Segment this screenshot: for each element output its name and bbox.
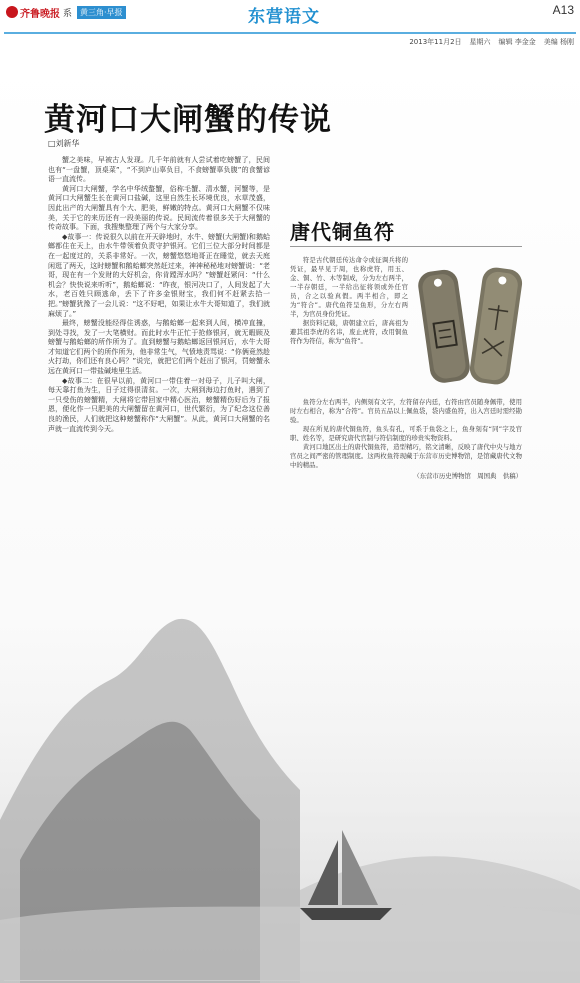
paper-name: 齐鲁晚报 xyxy=(20,8,60,20)
section-title: 东营语文 xyxy=(248,7,320,27)
paper-logo xyxy=(6,4,126,20)
article-paragraph: 黄河口大闸蟹，学名中华绒螯蟹，俗称毛蟹、清水蟹，河蟹等，是黄河口大闸蟹生长在黄河口盐碱，这里自然生长环境优良，水草茂盛，因此出产的大闸蟹具有个大、肥美，鲜嫩的特点。黄河口大闸蟹不仅味美，关于它的来历还有一段美丽的传说。民间流传着很多关于大闸蟹的传奇故事。下面，我搜集整理了两个与大家分享。 xyxy=(48,184,270,232)
author-name: □刘新华 xyxy=(48,139,80,148)
editor-credit: 编辑 李金金 xyxy=(498,38,536,46)
second-headline-rule xyxy=(290,246,522,247)
article-paragraph: ◆故事二：在很早以前，黄河口一带住着一对母子，儿子叫大闸，每天靠打鱼为生，日子过得很清贫。一次，大闸到海边打鱼时，遇到了一只受伤的螃蟹精，大闸将它带回家中精心医治，螃蟹精伤好后为了报恩，便化作一只肥美的大闸蟹留在黄河口，世代繁衍，为了纪念这位善良的渔民，人们就把这种螃蟹称作“大闸蟹”。从此，黄河口大闸蟹的名声就一直流传到今天。 xyxy=(48,376,270,433)
paper-series: 系 xyxy=(63,8,73,19)
second-article-body-bottom xyxy=(290,398,522,481)
masthead xyxy=(0,0,580,46)
article-paragraph: 黄河口地区出土的唐代铜鱼符，造型精巧，铭文清晰，反映了唐代中央与地方官员之间严密的管理制度。这两枚鱼符现藏于东营市历史博物馆，是馆藏唐代文物中的精品。 xyxy=(290,443,522,469)
masthead-rule xyxy=(4,32,576,34)
second-article-body-top xyxy=(290,256,408,346)
main-article-body xyxy=(48,156,270,434)
article-paragraph: 现在所见的唐代铜鱼符，鱼头有孔，可系于鱼袋之上，鱼身刻有“同”字及官职、姓名等，是研究唐代官制与符信制度的珍贵实物资料。 xyxy=(290,425,522,442)
edition-badge: 黄三角·早报 xyxy=(77,6,126,19)
article-paragraph: 鱼符分左右两半，内侧刻有文字，左符留存内廷，右符由官员随身佩带，使用时左右相合，称为“合符”。官员五品以上佩鱼袋，袋内盛鱼符，出入宫廷时需经勘验。 xyxy=(290,398,522,424)
main-headline: 黄河口大闸蟹的传说 xyxy=(44,102,332,138)
designer-credit: 美编 杨刚 xyxy=(543,38,574,46)
article-paragraph: 据资料记载，唐朝建立后，唐高祖为避其祖李虎的名讳，废止虎符，改用铜鱼符作为符信，称为“鱼符”。 xyxy=(290,319,408,345)
page-number: A13 xyxy=(552,3,574,17)
article-paragraph: ◆故事一：传说很久以前在开天辟地时，水牛、螃蟹(大闸蟹)和鹅蛤螂都住在天上，由水牛带领着负责守护银河。它们三位大部分时间都是在一起度过的，关系非常好。一次，螃蟹悠悠地哥正在睡觉，就去天庭闲逛了两天，这时螃蟹和鹅蛤螂突然赶过来，神神秘秘地对螃蟹说：“老哥，现在有一个发财的大好机会，你肯蹚浑水吗？”螃蟹赶紧问：“什么机会？快快说来听听”，鹅蛤螂说：“昨夜，银河决口了，人间发起了大水，老百姓只顾逃命，丢下了许多金银财宝，我们何不赶紧去拾一把。”螃蟹犹豫了一会儿说：“这不好吧，如果让水牛大哥知道了，我们就麻烦了。” xyxy=(48,232,270,318)
page-bottom-rule xyxy=(4,980,576,981)
ink-landscape-picture xyxy=(0,560,580,983)
byline xyxy=(48,138,80,149)
article-paragraph: 最终，螃蟹没能经得住诱惑，与鹅蛤螂一起来到人间，横冲直撞，到处寻找，发了一大笔横财。而此时水牛正忙于抢修银河，就无暇顾及螃蟹与鹅蛤螂的所作所为了。直到螃蟹与鹅蛤螂返回银河后，水牛大哥才知道它们两个的所作所为，他非常生气，气愤地责骂说：“你俩竟然趁火打劫，你们还有良心吗？”说完，就把它们两个赶出了银河，罚螃蟹永远在黄河口一带盐碱地里生活。 xyxy=(48,319,270,376)
issue-weekday: 星期六 xyxy=(469,38,491,46)
article-paragraph: 蟹之美味，早被古人发现。几千年前就有人尝试着吃螃蟹了，民间也有“一盘蟹，顶桌菜”，“不到庐山辜负目，不食螃蟹辜负腹”的食蟹谚语一直流传。 xyxy=(48,156,270,184)
issue-date: 2013年11月2日 xyxy=(409,38,462,46)
paper-logo-icon xyxy=(6,6,18,18)
bronze-fish-token-picture xyxy=(416,260,524,392)
article-credit: （东营市历史博物馆 周国典 供稿） xyxy=(413,472,522,480)
article-paragraph: 符是古代朝廷传达命令或征调兵将的凭证，最早见于周，也称虎符，用玉、金、铜、竹、木等制成，分为左右两半，一半存朝廷，一半给出征将领或外任官员，合之以验真假。两半相合，即之为“符合”。唐代鱼符呈鱼形，分左右两半，为官员身份凭证。 xyxy=(290,256,408,318)
second-headline: 唐代铜鱼符 xyxy=(290,220,395,244)
issue-meta xyxy=(409,37,574,47)
